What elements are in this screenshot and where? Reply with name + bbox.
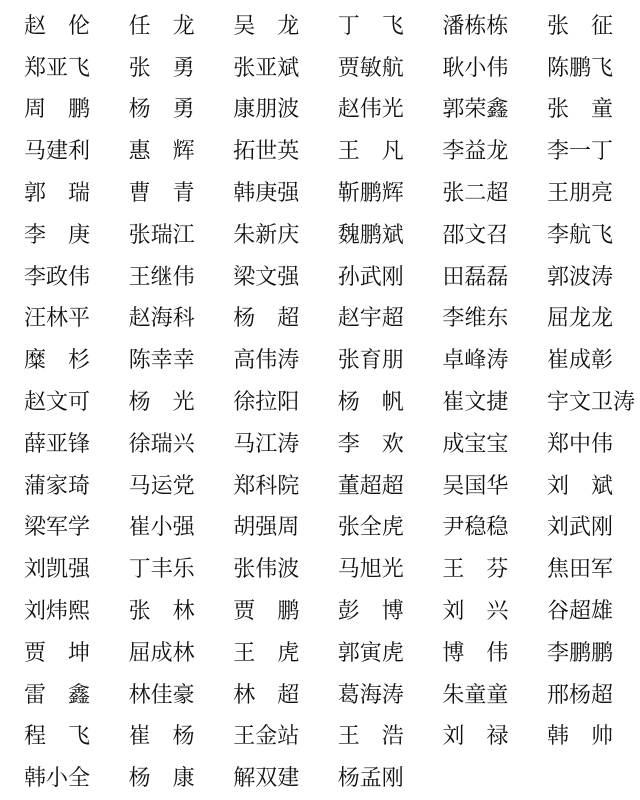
name-cell: 孙武刚	[337, 264, 404, 290]
name-cell: 丁丰乐	[128, 557, 195, 583]
name-cell: 杨 超	[233, 306, 300, 332]
name-cell: 张伟波	[233, 557, 300, 583]
name-row	[24, 131, 640, 173]
name-cell: 马江涛	[233, 431, 300, 457]
name-cell: 吴国华	[442, 473, 509, 499]
name-cell: 马运党	[128, 473, 195, 499]
name-cell: 赵伟光	[337, 97, 404, 123]
name-cell: 林 超	[233, 682, 300, 708]
name-cell: 曹 青	[128, 181, 195, 207]
name-cell: 程 飞	[24, 724, 91, 750]
name-cell: 张 勇	[128, 55, 195, 81]
name-cell: 田磊磊	[442, 264, 509, 290]
name-cell: 郭波涛	[546, 264, 613, 290]
name-row	[24, 257, 640, 299]
name-cell: 卓峰涛	[442, 348, 509, 374]
name-cell: 赵海科	[128, 306, 195, 332]
name-cell: 王 芬	[442, 557, 509, 583]
name-cell: 王金站	[233, 724, 300, 750]
name-row	[24, 340, 640, 382]
name-cell: 刘 斌	[546, 473, 613, 499]
name-cell: 屈成林	[128, 640, 195, 666]
name-cell: 贾敏航	[337, 55, 404, 81]
name-cell: 张亚斌	[233, 55, 300, 81]
name-cell: 郑中伟	[546, 431, 613, 457]
name-cell: 李一丁	[546, 139, 613, 165]
name-cell: 郑亚飞	[24, 55, 91, 81]
name-cell: 李鹏鹏	[546, 640, 613, 666]
name-cell: 张 林	[128, 599, 195, 625]
name-cell: 张瑞江	[128, 222, 195, 248]
name-cell: 惠 辉	[128, 139, 195, 165]
name-cell: 成宝宝	[442, 431, 509, 457]
name-cell: 解双建	[233, 766, 300, 792]
name-cell: 刘 兴	[442, 599, 509, 625]
name-cell: 崔文捷	[442, 390, 509, 416]
name-cell: 杨 康	[128, 766, 195, 792]
name-cell: 杨孟刚	[337, 766, 404, 792]
name-cell: 焦田军	[546, 557, 613, 583]
name-cell: 胡强周	[233, 515, 300, 541]
name-cell: 谷超雄	[546, 599, 613, 625]
name-cell: 林佳豪	[128, 682, 195, 708]
name-cell: 张 征	[546, 13, 613, 39]
name-row	[24, 508, 640, 550]
name-cell: 董超超	[337, 473, 404, 499]
name-cell: 屈龙龙	[546, 306, 613, 332]
name-cell: 刘凯强	[24, 557, 91, 583]
name-cell: 贾 坤	[24, 640, 91, 666]
name-cell: 马建利	[24, 139, 91, 165]
name-cell: 张育朋	[337, 348, 404, 374]
name-cell: 高伟涛	[233, 348, 300, 374]
name-cell: 朱新庆	[233, 222, 300, 248]
name-cell: 郭荣鑫	[442, 97, 509, 123]
name-cell: 魏鹏斌	[337, 222, 404, 248]
name-cell: 赵文可	[24, 390, 91, 416]
name-cell: 杨 勇	[128, 97, 195, 123]
name-row	[24, 299, 640, 341]
name-row	[24, 717, 640, 759]
name-row	[24, 675, 640, 717]
name-cell: 王继伟	[128, 264, 195, 290]
name-cell: 张全虎	[337, 515, 404, 541]
name-cell: 刘炜熙	[24, 599, 91, 625]
name-cell: 陈幸幸	[128, 348, 195, 374]
name-grid	[24, 6, 640, 800]
name-cell: 梁文强	[233, 264, 300, 290]
name-cell: 周 鹏	[24, 97, 91, 123]
name-cell: 韩庚强	[233, 181, 300, 207]
name-cell: 雷 鑫	[24, 682, 91, 708]
name-cell: 王 虎	[233, 640, 300, 666]
name-cell: 尹稳稳	[442, 515, 509, 541]
name-cell: 邢杨超	[546, 682, 613, 708]
name-row	[24, 633, 640, 675]
name-cell: 杨 光	[128, 390, 195, 416]
name-cell: 崔小强	[128, 515, 195, 541]
name-cell: 郭 瑞	[24, 181, 91, 207]
name-cell: 糜 杉	[24, 348, 91, 374]
name-cell: 郑科院	[233, 473, 300, 499]
name-row	[24, 424, 640, 466]
name-cell: 王朋亮	[546, 181, 613, 207]
name-cell: 彭 博	[337, 599, 404, 625]
name-cell: 拓世英	[233, 139, 300, 165]
name-row	[24, 6, 640, 48]
name-row	[24, 758, 640, 800]
name-row	[24, 48, 640, 90]
name-cell: 韩 帅	[546, 724, 613, 750]
name-cell: 杨 帆	[337, 390, 404, 416]
name-cell: 赵 伦	[24, 13, 91, 39]
name-row	[24, 466, 640, 508]
name-cell: 薛亚锋	[24, 431, 91, 457]
name-cell: 刘 禄	[442, 724, 509, 750]
name-row	[24, 382, 640, 424]
name-cell: 任 龙	[128, 13, 195, 39]
name-cell: 李维东	[442, 306, 509, 332]
name-cell: 徐拉阳	[233, 390, 300, 416]
name-cell: 张二超	[442, 181, 509, 207]
name-cell: 李益龙	[442, 139, 509, 165]
name-cell: 刘武刚	[546, 515, 613, 541]
name-row	[24, 90, 640, 132]
name-cell: 邵文召	[442, 222, 509, 248]
name-cell: 韩小全	[24, 766, 91, 792]
name-cell: 耿小伟	[442, 55, 509, 81]
name-cell: 马旭光	[337, 557, 404, 583]
name-cell: 宇文卫涛	[546, 390, 635, 416]
name-cell: 郭寅虎	[337, 640, 404, 666]
name-cell: 崔 杨	[128, 724, 195, 750]
name-row	[24, 215, 640, 257]
name-cell: 李航飞	[546, 222, 613, 248]
name-cell: 蒲家琦	[24, 473, 91, 499]
name-cell: 徐瑞兴	[128, 431, 195, 457]
name-cell: 潘栋栋	[442, 13, 509, 39]
name-cell: 靳鹏辉	[337, 181, 404, 207]
name-cell: 梁军学	[24, 515, 91, 541]
name-cell: 贾 鹏	[233, 599, 300, 625]
name-cell: 吴 龙	[233, 13, 300, 39]
name-cell: 博 伟	[442, 640, 509, 666]
name-cell: 张 童	[546, 97, 613, 123]
name-cell: 李 欢	[337, 431, 404, 457]
name-row	[24, 173, 640, 215]
name-row	[24, 591, 640, 633]
name-cell: 朱童童	[442, 682, 509, 708]
name-cell: 康朋波	[233, 97, 300, 123]
name-cell: 李 庚	[24, 222, 91, 248]
name-cell: 汪林平	[24, 306, 91, 332]
name-row	[24, 549, 640, 591]
name-cell: 李政伟	[24, 264, 91, 290]
name-cell: 王 浩	[337, 724, 404, 750]
name-cell: 丁 飞	[337, 13, 404, 39]
name-cell: 葛海涛	[337, 682, 404, 708]
name-cell: 赵宇超	[337, 306, 404, 332]
name-cell: 陈鹏飞	[546, 55, 613, 81]
name-cell: 崔成彰	[546, 348, 613, 374]
name-cell: 王 凡	[337, 139, 404, 165]
